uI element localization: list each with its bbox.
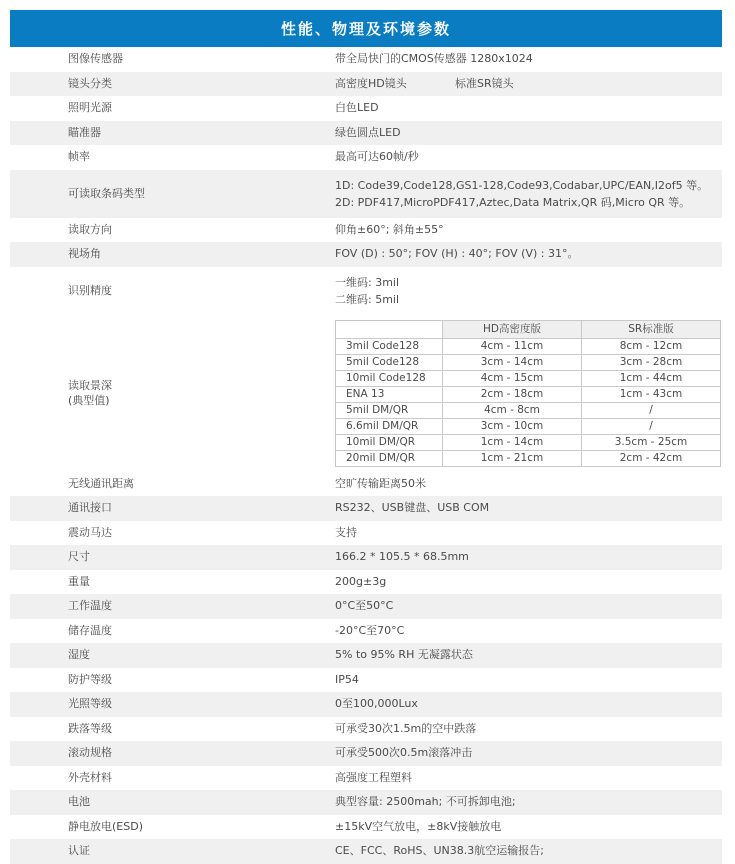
spec-row-value [335, 575, 386, 589]
spec-row [10, 521, 722, 546]
spec-value-text: 高密度HD镜头 [335, 76, 407, 90]
dof-cell-range: / [582, 418, 721, 434]
spec-row-label: 光照等级 [68, 697, 112, 711]
spec-value-text: 166.2 * 105.5 * 68.5mm [335, 550, 469, 564]
dof-row [336, 370, 721, 386]
spec-row-label: 图像传感器 [68, 52, 123, 66]
spec-row [10, 96, 722, 121]
dof-label-line1: 读取景深 [68, 379, 112, 392]
spec-row-label: 工作温度 [68, 599, 112, 613]
dof-cell-name: 20mil DM/QR [336, 450, 443, 466]
spec-row [10, 545, 722, 570]
spec-value-text: 一维码: 3mil [335, 275, 400, 289]
dof-cell-range: 4cm - 8cm [443, 402, 582, 418]
spec-row-label: 防护等级 [68, 672, 112, 686]
spec-row [10, 815, 722, 840]
dof-cell-name: ENA 13 [336, 386, 443, 402]
spec-row-value [335, 77, 514, 91]
spec-row-label [10, 378, 335, 408]
dof-header-row [336, 320, 721, 338]
dof-cell-range: 1cm - 14cm [443, 434, 582, 450]
spec-value-text: 白色LED [335, 101, 379, 115]
dof-column-header [336, 320, 443, 338]
dof-cell-name: 10mil Code128 [336, 370, 443, 386]
dof-cell-range: 3cm - 28cm [582, 354, 721, 370]
spec-row-label: 湿度 [68, 648, 90, 662]
spec-row-value [335, 746, 472, 760]
spec-value-text: 高强度工程塑料 [335, 770, 412, 784]
dof-cell-range: 4cm - 15cm [443, 370, 582, 386]
spec-row-label: 可读取条码类型 [68, 186, 145, 200]
spec-row-value [335, 771, 412, 785]
spec-value-text: IP54 [335, 672, 359, 686]
spec-row-label: 震动马达 [68, 525, 112, 539]
spec-value-text: 仰角±60°; 斜角±55° [335, 222, 444, 236]
dof-cell-range: 2cm - 42cm [582, 450, 721, 466]
spec-value-text: 标准SR镜头 [455, 76, 514, 90]
spec-row [10, 790, 722, 815]
spec-row-value [335, 274, 399, 308]
spec-row-value [335, 223, 444, 237]
spec-row-value [335, 697, 418, 711]
spec-row [10, 47, 722, 72]
spec-row [10, 218, 722, 243]
spec-row-label: 尺寸 [68, 550, 90, 564]
spec-row-value [335, 673, 359, 687]
dof-cell-range: 1cm - 43cm [582, 386, 721, 402]
spec-row-label: 重量 [68, 574, 90, 588]
spec-row [10, 570, 722, 595]
spec-row-value [335, 126, 401, 140]
dof-cell-range: 8cm - 12cm [582, 338, 721, 354]
dof-column-header: SR标准版 [582, 320, 721, 338]
spec-value-text: 二维码: 5mil [335, 292, 400, 306]
dof-column-header: HD高密度版 [443, 320, 582, 338]
spec-row [10, 619, 722, 644]
spec-row-label: 读取方向 [68, 222, 112, 236]
dof-cell-name: 5mil DM/QR [336, 402, 443, 418]
spec-row-label: 储存温度 [68, 623, 112, 637]
spec-row [10, 145, 722, 170]
dof-row [336, 354, 721, 370]
dof-cell-name: 6.6mil DM/QR [336, 418, 443, 434]
spec-row [10, 170, 722, 218]
spec-row-label: 静电放电(ESD) [68, 819, 143, 833]
spec-row [10, 496, 722, 521]
spec-row-value [335, 501, 489, 515]
spec-row-label: 认证 [68, 844, 90, 858]
spec-value-text: 空旷传输距离50米 [335, 476, 426, 490]
dof-cell-range: 1cm - 44cm [582, 370, 721, 386]
dof-row [336, 402, 721, 418]
spec-row-label: 识别精度 [68, 283, 112, 297]
spec-row-value [335, 648, 473, 662]
spec-row-value [335, 820, 501, 834]
spec-row-label: 电池 [68, 795, 90, 809]
spec-row [10, 121, 722, 146]
spec-row-value [335, 52, 533, 66]
dof-row [336, 338, 721, 354]
spec-row-label: 照明光源 [68, 101, 112, 115]
spec-value-text: 5% to 95% RH 无凝露状态 [335, 648, 473, 662]
spec-value-text: CE、FCC、RoHS、UN38.3航空运输报告; [335, 844, 544, 858]
spec-value-text: ±15kV空气放电，±8kV接触放电 [335, 819, 502, 833]
dof-cell-range: 4cm - 11cm [443, 338, 582, 354]
dof-row [336, 450, 721, 466]
spec-row-value [335, 844, 544, 858]
spec-row [10, 839, 722, 864]
spec-value-text: 支持 [335, 525, 357, 539]
dof-cell-range: 3.5cm - 25cm [582, 434, 721, 450]
spec-row-value [335, 526, 357, 540]
dof-cell-range: / [582, 402, 721, 418]
spec-value-text: 2D: PDF417,MicroPDF417,Aztec,Data Matrix,QR 码,Micro QR 等。 [335, 195, 691, 209]
spec-row-label: 滚动规格 [68, 746, 112, 760]
spec-value-text: 典型容量: 2500mah; 不可拆卸电池; [335, 795, 516, 809]
spec-row [10, 72, 722, 97]
spec-row-depth-of-field [10, 315, 722, 472]
spec-value-text: -20°C至70°C [335, 623, 405, 637]
dof-cell-range: 2cm - 18cm [443, 386, 582, 402]
spec-row [10, 594, 722, 619]
spec-row-label: 视场角 [68, 247, 101, 261]
spec-row-value [335, 795, 516, 809]
depth-of-field-table [335, 320, 721, 467]
spec-row-label: 无线通讯距离 [68, 476, 134, 490]
spec-row-label: 镜头分类 [68, 76, 112, 90]
spec-value-text: 可承受30次1.5m的空中跌落 [335, 721, 477, 735]
spec-value-text: 最高可达60帧/秒 [335, 150, 419, 164]
spec-row-label: 跌落等级 [68, 721, 112, 735]
spec-value-text: 可承受500次0.5m滚落冲击 [335, 746, 473, 760]
dof-row [336, 418, 721, 434]
spec-row-label: 外壳材料 [68, 770, 112, 784]
spec-row-value [335, 624, 404, 638]
spec-row [10, 766, 722, 791]
spec-row-value [335, 722, 476, 736]
spec-value-text: 1D: Code39,Code128,GS1-128,Code93,Codabar,UPC/EAN,I2of5 等。 [335, 178, 709, 192]
spec-row-value [335, 101, 379, 115]
spec-row [10, 741, 722, 766]
dof-cell-range: 3cm - 10cm [443, 418, 582, 434]
spec-row-label: 帧率 [68, 150, 90, 164]
dof-cell-name: 3mil Code128 [336, 338, 443, 354]
dof-cell-range: 1cm - 21cm [443, 450, 582, 466]
dof-row [336, 386, 721, 402]
spec-row [10, 242, 722, 267]
spec-row-value [335, 477, 426, 491]
spec-value-text: 0°C至50°C [335, 599, 394, 613]
spec-row [10, 472, 722, 497]
spec-value-text: 绿色圆点LED [335, 125, 401, 139]
section-title: 性能、物理及环境参数 [280, 20, 451, 38]
spec-row-value [335, 150, 419, 164]
spec-row [10, 668, 722, 693]
spec-row-label: 瞄准器 [68, 125, 101, 139]
spec-row [10, 643, 722, 668]
spec-row-label: 通讯接口 [68, 501, 112, 515]
spec-row-value [335, 599, 393, 613]
spec-value-text: FOV (D) : 50°; FOV (H) : 40°; FOV (V) : 31°。 [335, 247, 579, 261]
spec-row [10, 717, 722, 742]
spec-value-text: 带全局快门的CMOS传感器 1280x1024 [335, 52, 533, 66]
dof-row [336, 434, 721, 450]
dof-cell-name: 5mil Code128 [336, 354, 443, 370]
dof-cell-name: 10mil DM/QR [336, 434, 443, 450]
spec-row [10, 267, 722, 315]
spec-row [10, 692, 722, 717]
spec-value-text: RS232、USB键盘、USB COM [335, 501, 490, 515]
spec-row-value [335, 550, 469, 564]
dof-label-line2: (典型值) [68, 394, 110, 407]
spec-value-text: 0至100,000Lux [335, 697, 418, 711]
spec-row-value [335, 247, 578, 261]
section-header [10, 10, 722, 47]
spec-table [10, 47, 722, 864]
dof-cell-range: 3cm - 14cm [443, 354, 582, 370]
spec-value-text: 200g±3g [335, 574, 387, 588]
spec-row-value [335, 177, 708, 211]
